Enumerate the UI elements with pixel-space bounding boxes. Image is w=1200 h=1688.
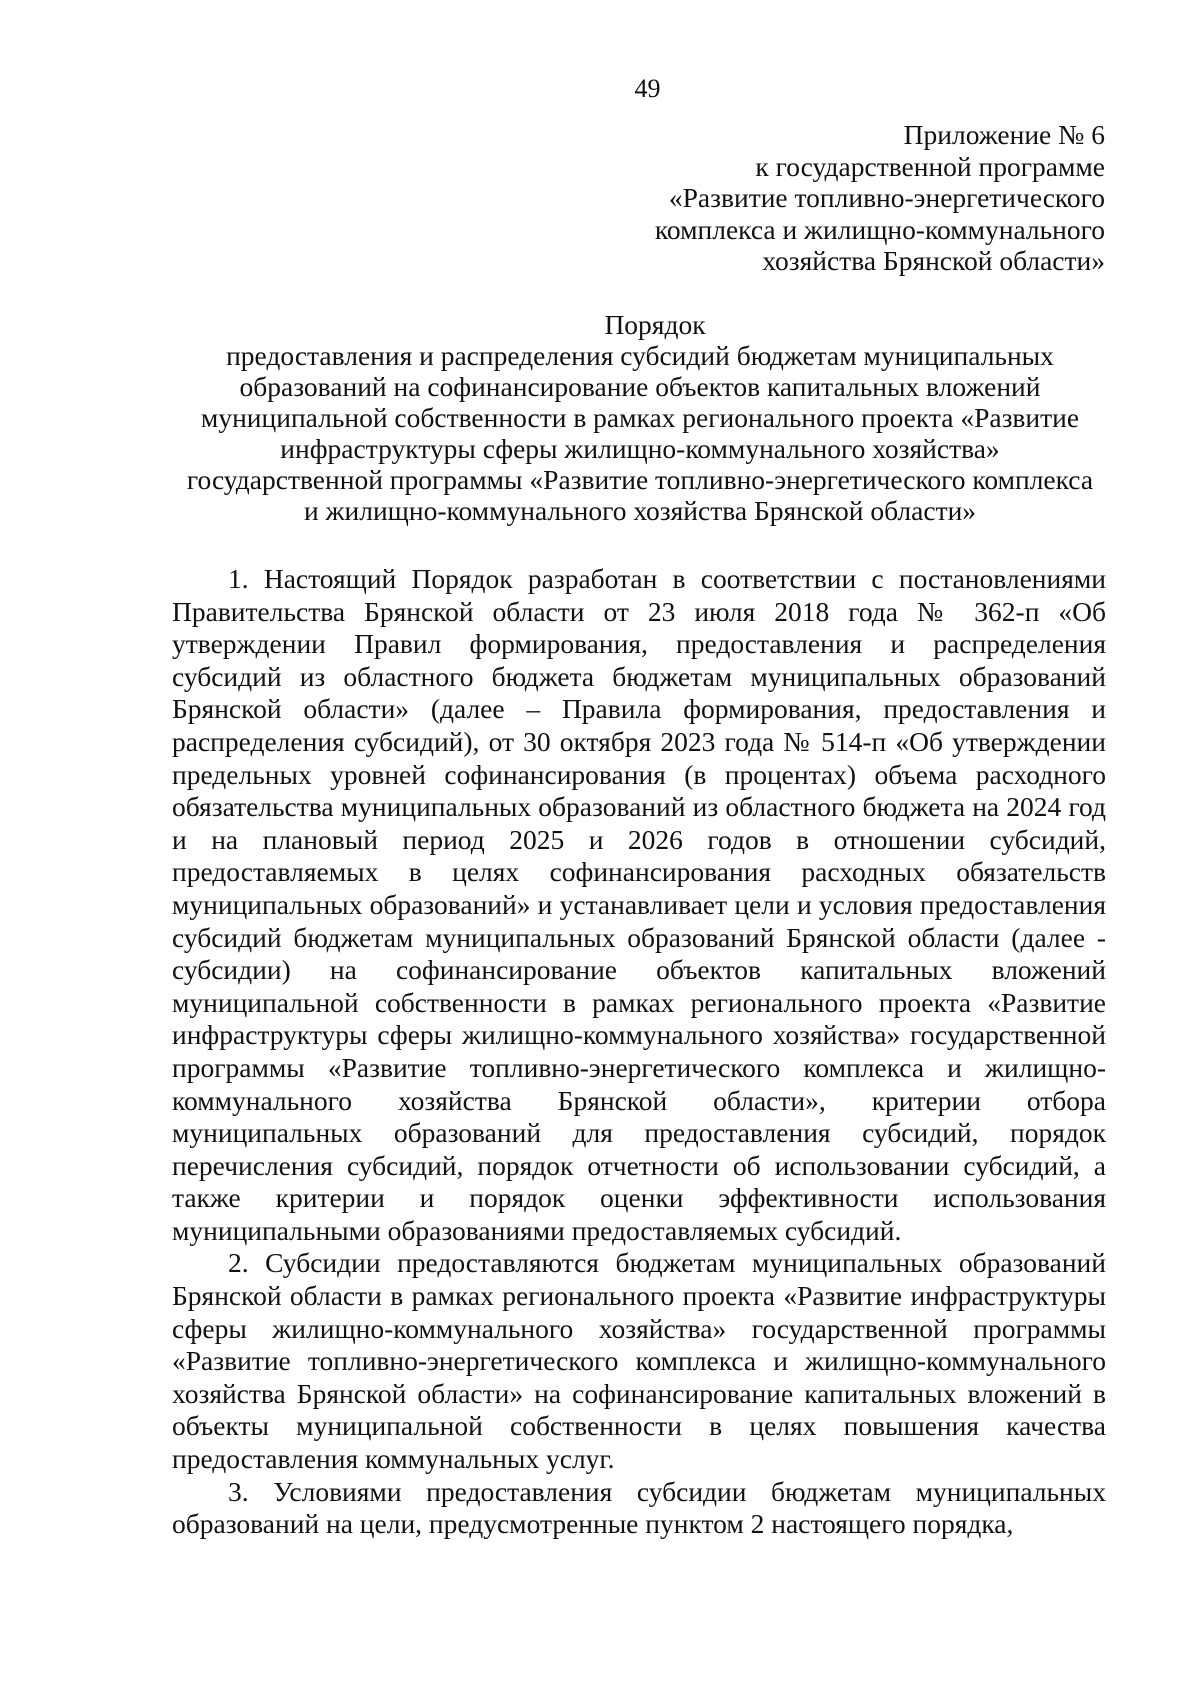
title-line: государственной программы «Развитие топливно-энергетического комплекса: [186, 464, 1094, 495]
title-heading: Порядок: [604, 309, 706, 340]
paragraph-2: 2. Субсидии предоставляются бюджетам муниципальных образований Брянской области в рамках регионального проекта «Развитие инфраструктуры сферы жилищно-коммунального хозяйства» государственной программы «Развитие топливно-энергетического комплекса и жилищно-коммунального хозяйства Брянской области» на софинансирование капитальных вложений в объекты муниципальной собственности в целях повышения качества предоставления коммунальных услуг.: [172, 1247, 1106, 1475]
document-title: [150, 309, 1130, 526]
title-line: образований на софинансирование объектов капитальных вложений: [239, 371, 1041, 402]
appendix-line: Приложение № 6: [903, 119, 1105, 150]
page-number: 49: [634, 74, 661, 103]
paragraph-1: 1. Настоящий Порядок разработан в соответствии с постановлениями Правительства Брянской области от 23 июля 2018 года № 362-п «Об утверждении Правил формирования, предоставления и распределения субсидий из областного бюджета бюджетам муниципальных образований Брянской области» (далее – Правила формирования, предоставления и распределения субсидий), от 30 октября 2023 года № 514-п «Об утверждении предельных уровней софинансирования (в процентах) объема расходного обязательства муниципальных образований из областного бюджета на 2024 год и на плановый период 2025 и 2026 годов в отношении субсидий, предоставляемых в целях софинансирования расходных обязательств муниципальных образований» и устанавливает цели и условия предоставления субсидий бюджетам муниципальных образований Брянской области (далее - субсидии) на софинансирование объектов капитальных вложений муниципальной собственности в рамках регионального проекта «Развитие инфраструктуры сферы жилищно-коммунального хозяйства» государственной программы «Развитие топливно-энергетического комплекса и жилищно-коммунального хозяйства Брянской области», критерии отбора муниципальных образований для предоставления субсидий, порядок перечисления субсидий, порядок отчетности об использовании субсидий, а также критерии и порядок оценки эффективности использования муниципальными образованиями предоставляемых субсидий.: [172, 563, 1106, 1246]
title-line: и жилищно-коммунального хозяйства Брянской области»: [303, 495, 977, 526]
document-body: [172, 563, 1106, 1541]
paragraph-3: 3. Условиями предоставления субсидии бюджетам муниципальных образований на цели, предусмотренные пунктом 2 настоящего порядка,: [172, 1475, 1106, 1540]
appendix-line: хозяйства Брянской области»: [762, 245, 1105, 276]
title-line: предоставления и распределения субсидий бюджетам муниципальных: [226, 340, 1054, 371]
title-line: муниципальной собственности в рамках регионального проекта «Развитие: [200, 402, 1080, 433]
appendix-line: «Развитие топливно-энергетического: [668, 182, 1105, 213]
title-line: инфраструктуры сферы жилищно-коммунального хозяйства»: [280, 433, 1000, 464]
appendix-line: к государственной программе: [755, 150, 1105, 182]
appendix-line: комплекса и жилищно-коммунального: [654, 213, 1105, 245]
appendix-header: [545, 119, 1105, 277]
